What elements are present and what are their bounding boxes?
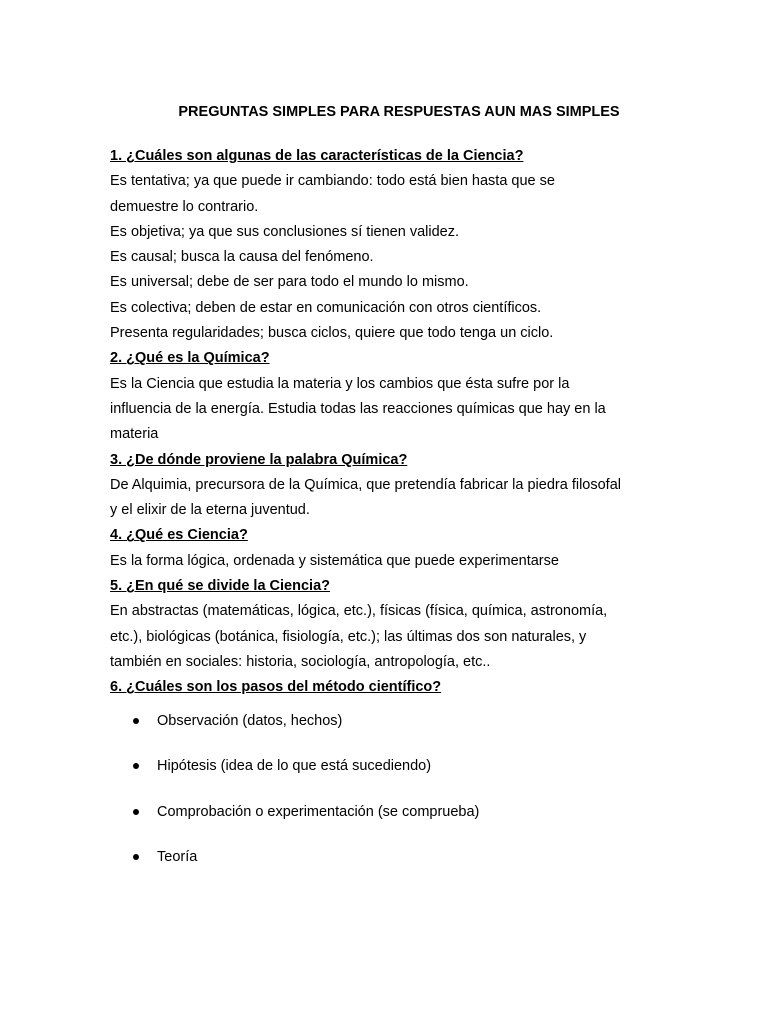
bullet-icon: [133, 854, 139, 860]
step-text: Observación (datos, hechos): [157, 712, 343, 729]
document-page: [110, 102, 670, 893]
method-steps-list: [110, 711, 670, 868]
step-text: Teoría: [157, 849, 198, 866]
answer-line: Es causal; busca la causa del fenómeno.: [110, 249, 374, 266]
answer-line: Es objetiva; ya que sus conclusiones sí tienen validez.: [110, 223, 460, 240]
answer-line: De Alquimia, precursora de la Química, que pretendía fabricar la piedra filosofal: [110, 476, 621, 493]
answer-line: Es colectiva; deben de estar en comunicación con otros científicos.: [110, 299, 542, 316]
answer-line: demuestre lo contrario.: [110, 198, 259, 215]
section-1: [110, 144, 670, 346]
step-text: Comprobación o experimentación (se comprueba): [157, 803, 480, 820]
question-4: 4. ¿Qué es Ciencia?: [110, 527, 248, 544]
answer-line: Es universal; debe de ser para todo el mundo lo mismo.: [110, 274, 469, 291]
answer-line: Presenta regularidades; busca ciclos, quiere que todo tenga un ciclo.: [110, 325, 554, 342]
bullet-icon: [133, 763, 139, 769]
question-1: 1. ¿Cuáles son algunas de las características de la Ciencia?: [110, 148, 524, 164]
list-item: [110, 711, 670, 731]
list-item: [110, 847, 670, 867]
answer-line: y el elixir de la eterna juventud.: [110, 502, 310, 519]
answer-line: En abstractas (matemáticas, lógica, etc.), físicas (física, química, astronomía,: [110, 603, 608, 620]
section-3: [110, 448, 670, 524]
bullet-icon: [133, 718, 139, 724]
bullet-icon: [133, 809, 139, 815]
section-2: [110, 346, 670, 447]
answer-line: influencia de la energía. Estudia todas las reacciones químicas que hay en la: [110, 400, 606, 417]
answer-line: también en sociales: historia, sociología, antropología, etc..: [110, 653, 491, 670]
step-text: Hipótesis (idea de lo que está sucediendo): [157, 758, 432, 775]
section-4: [110, 523, 670, 574]
list-item: [110, 756, 670, 776]
answer-line: Es la Ciencia que estudia la materia y los cambios que ésta sufre por la: [110, 375, 570, 392]
answer-line: etc.), biológicas (botánica, fisiología, etc.); las últimas dos son naturales, y: [110, 628, 587, 645]
section-5: [110, 574, 670, 675]
question-6: 6. ¿Cuáles son los pasos del método científico?: [110, 679, 442, 696]
document-title: PREGUNTAS SIMPLES PARA RESPUESTAS AUN MAS SIMPLES: [178, 104, 620, 120]
answer-line: materia: [110, 426, 159, 443]
question-3: 3. ¿De dónde proviene la palabra Química?: [110, 451, 408, 468]
section-6: [110, 675, 670, 867]
question-2: 2. ¿Qué es la Química?: [110, 350, 270, 367]
answer-line: Es la forma lógica, ordenada y sistemática que puede experimentarse: [110, 552, 559, 569]
answer-line: Es tentativa; ya que puede ir cambiando: todo está bien hasta que se: [110, 173, 555, 190]
question-5: 5. ¿En qué se divide la Ciencia?: [110, 578, 330, 595]
list-item: [110, 802, 670, 822]
